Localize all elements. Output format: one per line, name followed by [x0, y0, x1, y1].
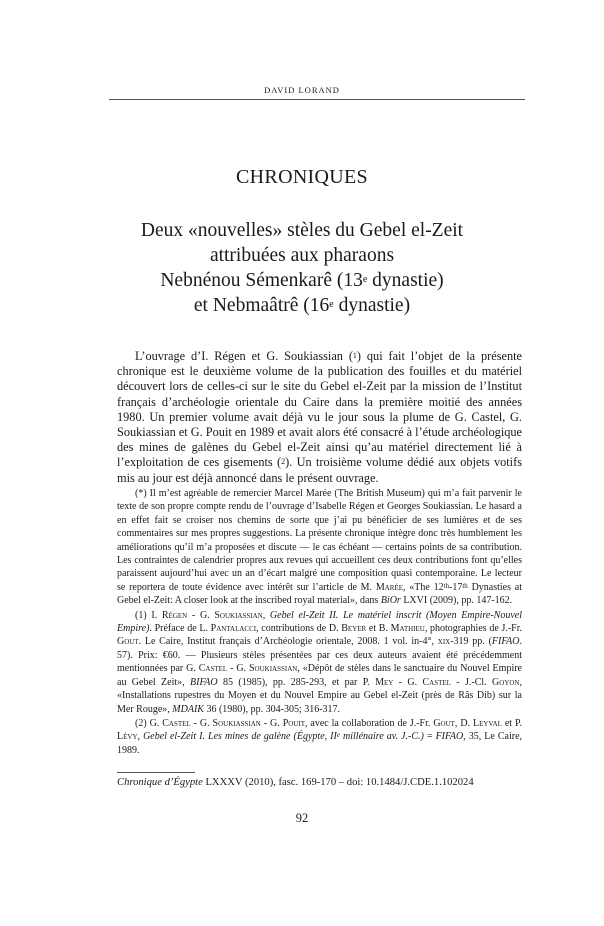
- journal-citation: Chronique d’Égypte LXXXV (2010), fasc. 169-170 – doi: 10.1484/J.CDE.1.102024: [117, 777, 474, 788]
- footnote-1: (1) I. Régen - G. Soukiassian, Gebel el-Zeit II. Le matériel inscrit (Moyen Empire-Nouvel Empire). Préface de L. Pantalacci, contributions de D. Beyer et B. Mathieu, photographies de J.-Fr. Gout. Le Caire, Institut français d’Archéologie orientale, 2008. 1 vol. in-4°, xix-319 pp. (FIFAO. 57). Prix: €60. — Plusieurs stèles présentées par ces deux auteurs avaient été précédemment mentionnées par G. Castel - G. Soukiassian, «Dépôt de stèles dans le sanctuaire du Nouvel Empire au Gebel Zeit», BIFAO 85 (1985), pp. 285-293, et par P. Mey - G. Castel - J.-Cl. Goyon, «Installations rupestres du Moyen et du Nouvel Empire au Gebel el-Zeit (près de Râs Dib) sur la Mer Rouge», MDAIK 36 (1980), pp. 304-305; 316-317.: [117, 609, 523, 715]
- footnote-ref-2[interactable]: 2: [281, 457, 286, 467]
- title-line-4: et Nebmaâtrê (16e dynastie): [193, 295, 411, 316]
- page-number: 92: [295, 811, 309, 825]
- footnote-2: (2) G. Castel - G. Soukiassian - G. Pouit, avec la collaboration de J.-Fr. Gout, D. Leyval et P. Lévy, Gebel el-Zeit I. Les mines de galène (Égypte, IIe millénaire av. J.-C.) = FIFAO, 35, Le Caire, 1989.: [117, 717, 523, 756]
- footnotes: [117, 487, 522, 758]
- article-title: [0, 218, 604, 318]
- footnote-star: (*) Il m’est agréable de remercier Marcel Marée (The British Museum) qui m’a fait parvenir le texte de son propre compte rendu de l’ouvrage d’Isabelle Régen et Georges Soukiassian. Le hasard a en effet fait se croiser nos chemins de sorte que j’ai pu bénéficier de ses lumières et de ses commentaires sur mes propres suggestions. La présente chronique intègre donc très humblement les améliorations qu’il m’a proposées et discute — le cas échéant — certains points de sa contribution. Les contraintes de calendrier propres aux revues qui accueillent ces deux contributions font qu’elles paraissent aujourd’hui avec un an d’écart malgré une composition quasi contemporaine. Le lecteur se reportera de toute évidence avec intérêt sur l’article de M. Marée, «The 12th-17th Dynasties at Gebel el-Zeit: A closer look at the inscribed royal material», dans BiOr LXVI (2009), pp. 147-162.: [117, 488, 522, 607]
- title-line-3: Nebnénou Sémenkarê (13e dynastie): [160, 270, 444, 291]
- running-head: DAVID LORAND: [264, 85, 340, 95]
- section-title: CHRONIQUES: [236, 166, 368, 188]
- footnote-ref-1[interactable]: 1: [352, 351, 357, 360]
- title-line-1: Deux «nouvelles» stèles du Gebel el-Zeit: [140, 220, 464, 241]
- header-rule: [109, 99, 525, 100]
- title-line-2: attribuées aux pharaons: [209, 245, 395, 266]
- body-paragraph: L’ouvrage d’I. Régen et G. Soukiassian ($^1$) qui fait l’objet de la présente chronique est le deuxième volume de la publication des fouilles et du matériel découvert lors de celles-ci sur le site du Gebel el-Zeit par la mission de l’Institut français d’archéologie orientale du Caire dans la première moitié des années 1980. Un premier volume avait déjà vu le jour sous la plume de G. Castel, G. Soukiassian et G. Pouit en 1989 et avait alors été consacré à l’étude archéologique des mines de galènes du Gebel el-Zeit ainsi qu’au matériel directement lié à l’exploitation de ces gisements ($^2$). Un troisième volume dédié aux objets votifs mis au jour est déjà annoncé dans le présent ouvrage.: [117, 349, 522, 485]
- footer-rule: [117, 772, 195, 773]
